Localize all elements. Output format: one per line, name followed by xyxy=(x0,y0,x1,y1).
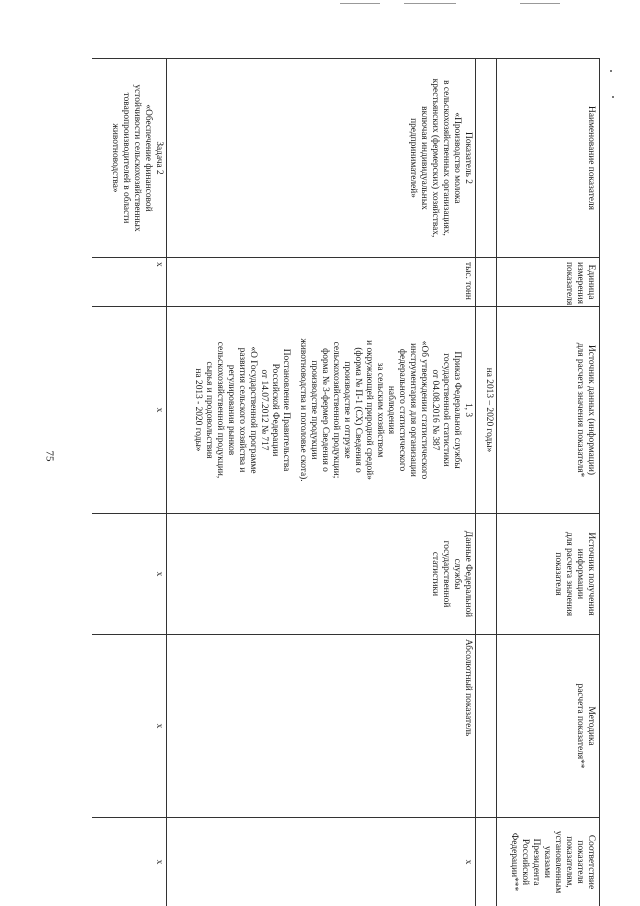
header-info-origin: Источник получения информации для расчета значения показателя xyxy=(497,514,600,635)
task-2-data-source: х xyxy=(92,307,167,514)
continuation-text: на 2013 – 2020 годы» xyxy=(476,307,497,514)
rotated-page-area xyxy=(92,58,600,906)
scan-speck xyxy=(610,70,612,72)
continuation-empty-cell xyxy=(476,59,497,258)
continuation-empty-cell xyxy=(476,818,497,906)
indicator-2-method: Абсолютный показатель xyxy=(167,635,476,818)
indicator-2-source-resolution: Постановление Правительства Российской Федерации от 14.07.2012 № 717 «О Государственной программе развития сельского хозяйства и регулирования рынков сельскохозяйственной продукции, сырья и продовольствия на 2013 - 2020 годы» xyxy=(192,311,291,509)
task-2-compliance: х xyxy=(92,818,167,906)
header-compliance: Соответствие показателя показателям, установленным указами Президента Российской Федерации*** xyxy=(497,818,600,906)
task-2-name: Задача 2 «Обеспечение финансовой устойчивости сельскохозяйственных товаропроизводителей в области животноводства» xyxy=(92,59,167,258)
header-unit: Единица измерения показателя xyxy=(497,258,600,307)
task-2-method: х xyxy=(92,635,167,818)
table-row-indicator-2 xyxy=(167,59,476,906)
header-indicator-name: Наименование показателя xyxy=(497,59,600,258)
indicator-table xyxy=(92,58,600,906)
table-row-task-2 xyxy=(92,59,167,906)
indicator-2-compliance: х xyxy=(167,818,476,906)
header-data-source: Источник данных (информации) для расчета значения показателя* xyxy=(497,307,600,514)
page-number: 75 xyxy=(44,451,56,462)
scan-speck xyxy=(612,96,614,98)
continuation-empty-cell xyxy=(476,514,497,635)
rotated-table-wrapper xyxy=(92,58,600,906)
indicator-2-unit: тыс. тонн xyxy=(167,258,476,307)
scan-mark xyxy=(340,3,380,4)
scan-mark xyxy=(404,3,456,4)
task-2-unit: х xyxy=(92,258,167,307)
indicator-2-name: Показатель 2 «Производство молока в сельскохозяйственных организациях, крестьянских (фермерских) хозяйствах, включая индивидуальных предпринимателей» xyxy=(167,59,476,258)
continuation-empty-cell xyxy=(476,258,497,307)
header-method: Методика расчета показателя** xyxy=(497,635,600,818)
indicator-2-data-source xyxy=(167,307,476,514)
continuation-empty-cell xyxy=(476,635,497,818)
indicator-2-info-origin: Данные Федеральной службы государственной статистики xyxy=(167,514,476,635)
header-row xyxy=(497,59,600,906)
scan-mark xyxy=(520,3,560,4)
indicator-2-source-order: 1, 3 Приказ Федеральной службы государственной статистики от 04.08.2016 № 387 «Об утверждении статистического инструментария для организации федерального статистического наблюдения за сельским хозяйством и окружающей природной средой» (форма № П-1 (СХ) Сведения о производстве и отгрузке сельскохозяйственной продукции; форма № 3-фермер Сведения о производстве продукции животноводства и поголовье скота). xyxy=(297,311,473,509)
continuation-row xyxy=(476,59,497,906)
task-2-info-origin: х xyxy=(92,514,167,635)
